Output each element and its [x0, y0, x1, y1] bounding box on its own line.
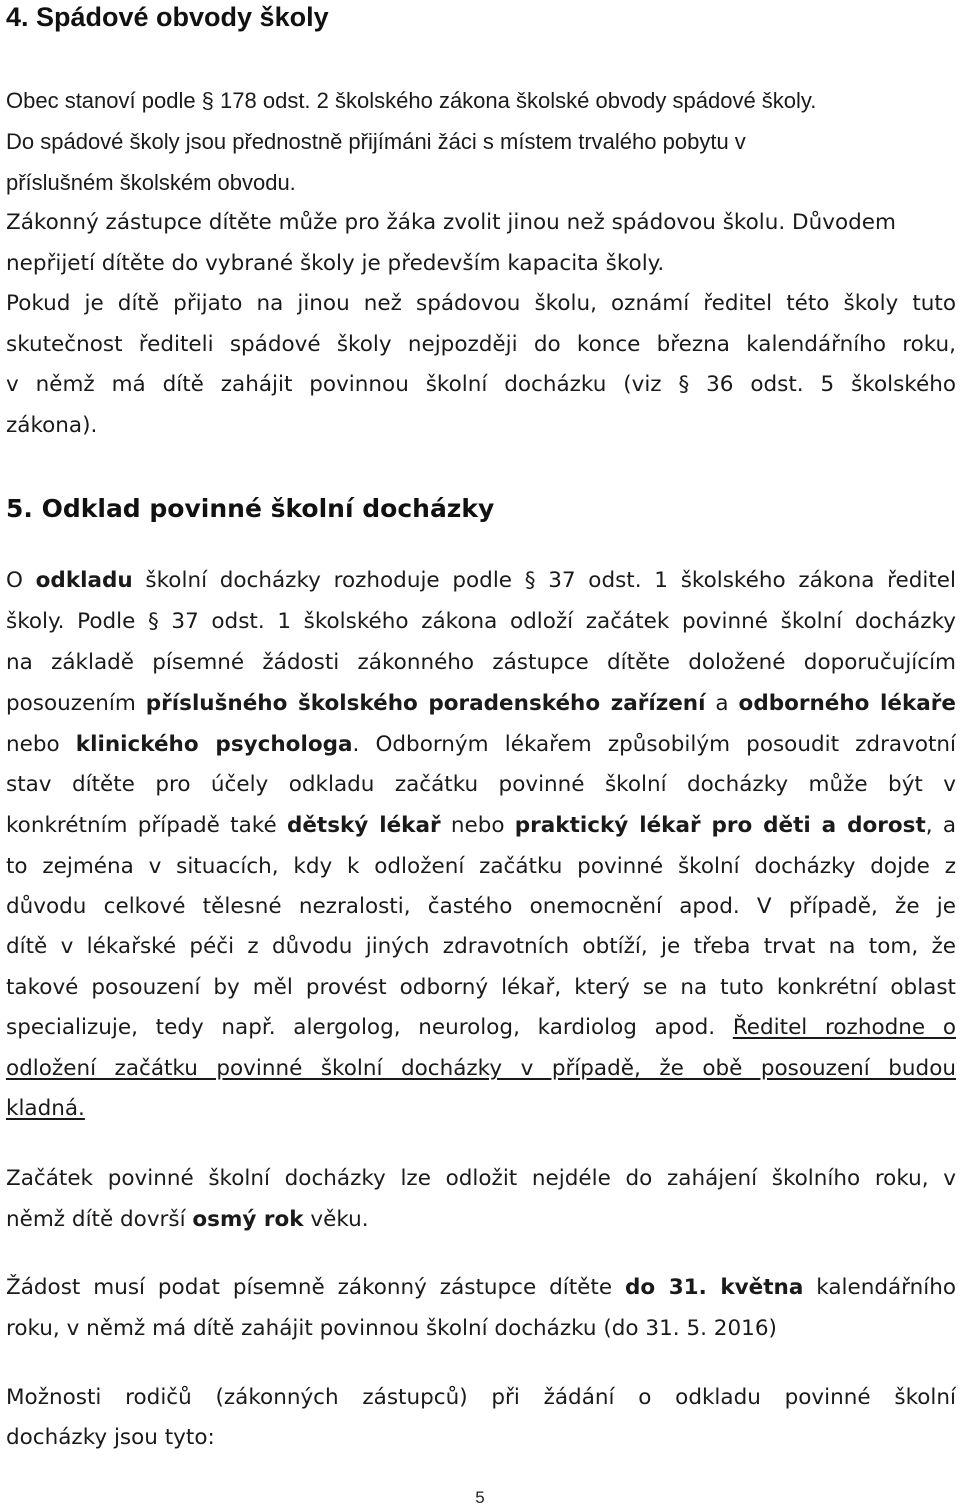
text-line: to zejména v situacích, kdy k odložení začátku povinné školní docházky dojde z — [6, 854, 956, 879]
emphasis-osmy-rok: osmý rok — [192, 1207, 304, 1232]
text-line: školy. Podle § 37 odst. 1 školského zákona odloží začátek povinné školní docházky — [6, 609, 956, 634]
text-line: zákona). — [6, 413, 98, 438]
text-line: Obec stanoví podle § 178 odst. 2 školského zákona školské obvody spádové školy. — [6, 88, 817, 113]
text-span: posouzením — [6, 691, 146, 716]
emphasis-poradenske-zarizeni: příslušného školského poradenského zařízení — [145, 691, 706, 716]
text-line: na základě písemné žádosti zákonného zástupce dítěte doložené doporučujícím — [6, 650, 956, 675]
emphasis-prakticky-lekar: praktický lékař pro děti a dorost — [514, 813, 926, 838]
text-span: . Odborným lékařem způsobilým posoudit zdravotní — [352, 732, 956, 757]
underlined-decision-text: odložení začátku povinné školní docházky v případě, že obě posouzení budou — [6, 1056, 956, 1081]
text-span: kalendářního — [803, 1275, 956, 1300]
text-line: v němž má dítě zahájit povinnou školní docházku (viz § 36 odst. 5 školského — [6, 372, 956, 397]
underlined-decision-text: kladná. — [6, 1096, 85, 1121]
text-line: Do spádové školy jsou přednostně přijímáni žáci s místem trvalého pobytu v — [6, 129, 746, 154]
page-number: 5 — [475, 1488, 485, 1507]
text-line: Možnosti rodičů (zákonných zástupců) při žádání o odkladu povinné školní — [6, 1385, 956, 1410]
text-span: věku. — [303, 1207, 369, 1232]
text-line: nepřijetí dítěte do vybrané školy je především kapacita školy. — [6, 251, 665, 276]
text-line — [6, 689, 956, 719]
text-line: stav dítěte pro účely odkladu začátku povinné školní docházky může být v — [6, 772, 956, 797]
text-line: skutečnost řediteli spádové školy nejpozději do konce března kalendářního roku, — [6, 332, 956, 357]
text-line — [6, 811, 956, 841]
text-span: , a — [925, 813, 956, 838]
text-line — [6, 1273, 956, 1303]
emphasis-klinicky-psycholog: klinického psychologa — [75, 732, 353, 757]
emphasis-detsky-lekar: dětský lékař — [286, 813, 441, 838]
emphasis-odborny-lekar: odborného lékaře — [738, 691, 956, 716]
text-line: Pokud je dítě přijato na jinou než spádovou školu, oznámí ředitel této školy tuto — [6, 291, 956, 316]
text-span: O — [6, 568, 36, 593]
text-span: a — [705, 691, 739, 716]
text-line — [6, 566, 956, 596]
text-line: roku, v němž má dítě zahájit povinnou školní docházku (do 31. 5. 2016) — [6, 1316, 777, 1341]
text-line: docházky jsou tyto: — [6, 1425, 215, 1450]
text-span: specializuje, tedy např. alergolog, neurolog, kardiolog apod. — [6, 1015, 733, 1040]
text-line: dítě v lékařské péči z důvodu jiných zdravotních obtíží, je třeba trvat na tom, že — [6, 934, 956, 959]
text-span: konkrétním případě také — [6, 813, 287, 838]
text-line — [6, 1205, 369, 1235]
text-span: němž dítě dovrší — [6, 1207, 193, 1232]
text-line: příslušném školském obvodu. — [6, 170, 296, 195]
text-span: Žádost musí podat písemně zákonný zástupce dítěte — [6, 1275, 625, 1300]
text-span: nebo — [6, 732, 76, 757]
text-line — [6, 1013, 956, 1043]
text-line: takové posouzení by měl provést odborný lékař, který se na tuto konkrétní oblast — [6, 975, 956, 1000]
underlined-decision-text: Ředitel rozhodne o — [732, 1015, 956, 1040]
text-span: školní docházky rozhoduje podle § 37 odst. 1 školského zákona ředitel — [132, 568, 956, 593]
text-line: Začátek povinné školní docházky lze odložit nejdéle do zahájení školního roku, v — [6, 1166, 956, 1191]
emphasis-odkladu: odkladu — [35, 568, 133, 593]
text-line: Zákonný zástupce dítěte může pro žáka zvolit jinou než spádovou školu. Důvodem — [6, 210, 896, 235]
emphasis-deadline: do 31. května — [624, 1275, 804, 1300]
text-span: nebo — [440, 813, 515, 838]
text-line: důvodu celkové tělesné nezralosti, častého onemocnění apod. V případě, že je — [6, 894, 956, 919]
section-5-heading: 5. Odklad povinné školní docházky — [6, 494, 495, 523]
section-4-heading: 4. Spádové obvody školy — [6, 2, 329, 32]
text-line — [6, 730, 956, 760]
